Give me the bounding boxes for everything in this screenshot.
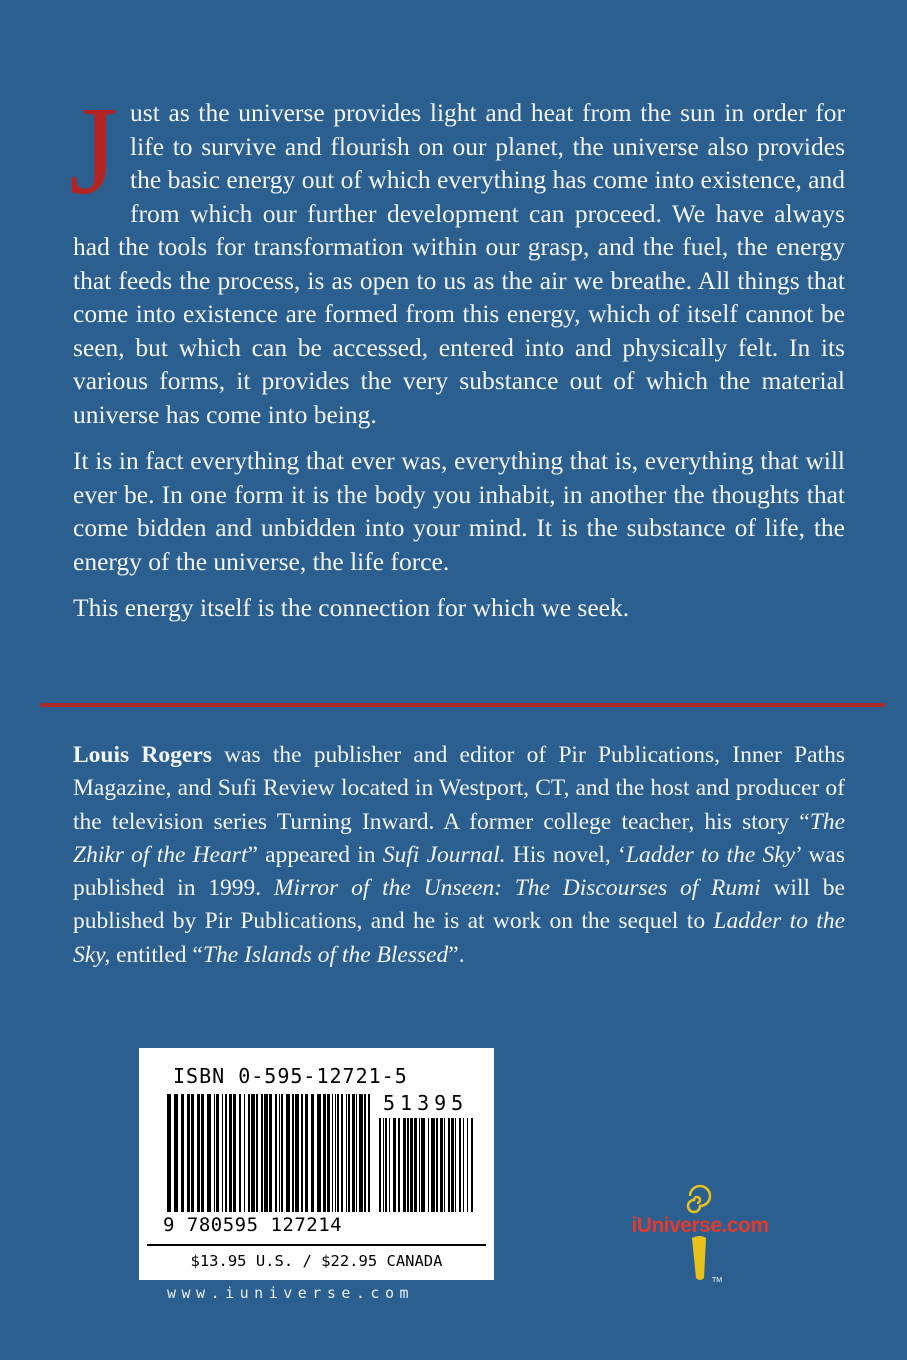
barcode-bar — [379, 1118, 381, 1212]
addon-digits: 51395 — [383, 1091, 469, 1115]
bio-text: His novel, ‘ — [505, 841, 626, 868]
barcode-bar — [214, 1094, 215, 1212]
barcode-bar — [448, 1118, 450, 1212]
barcode-bar — [222, 1094, 223, 1212]
barcode-bar — [359, 1094, 363, 1212]
barcode-bar — [346, 1094, 347, 1212]
barcode-bar — [455, 1118, 456, 1212]
barcode-bar — [332, 1094, 333, 1212]
barcode-bar — [398, 1118, 400, 1212]
barcode-bar — [451, 1118, 454, 1212]
barcode-bar — [383, 1118, 384, 1212]
barcode-bar — [389, 1118, 390, 1212]
barcode-bar — [403, 1118, 406, 1212]
barcode-bar — [275, 1094, 277, 1212]
barcode-bar — [233, 1094, 236, 1212]
barcode-bar — [295, 1094, 299, 1212]
barcode-bar — [414, 1118, 417, 1212]
barcode-bar — [281, 1094, 283, 1212]
barcode-bar — [239, 1094, 241, 1212]
bio-book-title: Mirror of the Unseen: The Discourses of Rumi — [273, 875, 761, 902]
blurb-paragraph-2: It is in fact everything that ever was, everything that is, everything that will ever be. In one form it is the body you inhabit, in another the thoughts that come bidden and unbidden into your mind. It is the substance of life, the energy of the universe, the life force. — [73, 446, 845, 576]
trademark-mark: TM — [712, 1277, 723, 1284]
divider-rule — [40, 703, 885, 707]
barcode-label — [139, 1048, 494, 1280]
barcode-bar — [197, 1094, 200, 1212]
barcode-bar — [341, 1094, 343, 1212]
barcode-bar — [311, 1094, 314, 1212]
barcode-bar — [393, 1118, 396, 1212]
price-text: $13.95 U.S. / $22.95 CANADA — [190, 1252, 443, 1270]
barcode-bar — [256, 1094, 258, 1212]
barcode-bar — [368, 1094, 370, 1212]
barcode-bar — [292, 1094, 294, 1212]
website-url: www.iuniverse.com — [167, 1284, 415, 1302]
iuniverse-logo — [620, 1174, 780, 1284]
barcode-bar — [201, 1094, 204, 1212]
barcode-bar — [428, 1118, 429, 1212]
bio-text: ’ was published in 1999. — [73, 841, 846, 902]
bio-journal-title: Sufi Journal. — [382, 841, 506, 868]
author-bio — [73, 739, 845, 972]
barcode-bar — [407, 1118, 409, 1212]
barcode-bar — [364, 1094, 366, 1212]
barcode-bar — [191, 1094, 194, 1212]
barcode-bar — [279, 1094, 280, 1212]
barcode-bar — [352, 1094, 355, 1212]
logo-wordmark: iUniverse.com — [631, 1214, 769, 1237]
isbn-text: ISBN 0-595-12721-5 — [173, 1064, 408, 1088]
bio-sequel-title: The Islands of the Blessed — [202, 941, 449, 968]
addon-barcode-bars — [379, 1118, 473, 1212]
bio-novel-title: Ladder to the Sky, — [73, 908, 845, 968]
bio-text: ”. — [448, 941, 465, 968]
ean-digits: 9 780595 127214 — [163, 1214, 343, 1236]
barcode-bar — [317, 1094, 321, 1212]
barcode-bar — [459, 1118, 461, 1212]
bio-novel-title: Ladder to the Sky — [625, 841, 796, 868]
barcode-bar — [440, 1118, 443, 1212]
blurb-paragraph-1 — [69, 82, 845, 431]
back-cover-blurb — [69, 82, 845, 638]
price-separator — [147, 1244, 486, 1246]
barcode-bar — [335, 1094, 336, 1212]
ean-barcode-bars — [167, 1094, 373, 1212]
barcode-bar — [301, 1094, 303, 1212]
drop-cap: J — [69, 82, 119, 221]
barcode-bar — [261, 1094, 263, 1212]
blurb-text-1: ust as the universe provides light and heat from the sun in order for life to survive and flourish on our planet, the universe also provides the basic energy out of which everything has come into existence, and from which our further development can proceed. We have always had the tools for transformation within our grasp, and the fuel, the energy that feeds the process, is as open to us as the air we breathe. All things that come into existence are formed from this energy, which of itself cannot be seen, but which can be accessed, entered into and physically felt. In its various forms, it provides the very substance out of which the material universe has come into being. — [73, 98, 845, 429]
bio-text: will be published by Pir Publications, and he is at work on the sequel to — [73, 875, 845, 935]
barcode-bar — [216, 1094, 219, 1212]
barcode-bar — [251, 1094, 255, 1212]
barcode-bar — [385, 1118, 387, 1212]
barcode-bar — [463, 1118, 464, 1212]
bio-text: was the publisher and editor of Pir Publications, Inner Paths Magazine, and Sufi Review located in Westport, CT, and the host and producer of the television series Turning Inward. A former college teacher, his story “ — [73, 742, 845, 835]
barcode-bar — [305, 1094, 308, 1212]
barcode-bar — [174, 1094, 178, 1212]
barcode-bar — [410, 1118, 413, 1212]
barcode-bar — [327, 1094, 330, 1212]
bio-text: entitled “ — [110, 941, 203, 968]
barcode-bar — [421, 1118, 425, 1212]
blurb-paragraph-3: This energy itself is the connection for which we seek. — [73, 593, 630, 622]
barcode-bar — [436, 1118, 438, 1212]
barcode-bar — [419, 1118, 420, 1212]
barcode-bar — [337, 1094, 339, 1212]
barcode-bar — [286, 1094, 290, 1212]
barcode-bar — [444, 1118, 445, 1212]
barcode-bar — [467, 1118, 468, 1212]
barcode-bar — [229, 1094, 232, 1212]
barcode-bar — [167, 1094, 171, 1212]
barcode-bar — [248, 1094, 250, 1212]
author-name: Louis Rogers — [73, 742, 212, 768]
barcode-bar — [207, 1094, 211, 1212]
barcode-bar — [264, 1094, 268, 1212]
barcode-bar — [225, 1094, 227, 1212]
barcode-bar — [187, 1094, 190, 1212]
barcode-bar — [471, 1118, 473, 1212]
barcode-bar — [323, 1094, 326, 1212]
barcode-bar — [244, 1094, 245, 1212]
barcode-bar — [181, 1094, 184, 1212]
barcode-bar — [269, 1094, 272, 1212]
bio-text: ” appeared in — [247, 841, 383, 868]
barcode-bar — [348, 1094, 350, 1212]
barcode-bar — [431, 1118, 435, 1212]
barcode-bar — [356, 1094, 357, 1212]
bio-story-title: The Zhikr of the Heart — [73, 808, 845, 868]
